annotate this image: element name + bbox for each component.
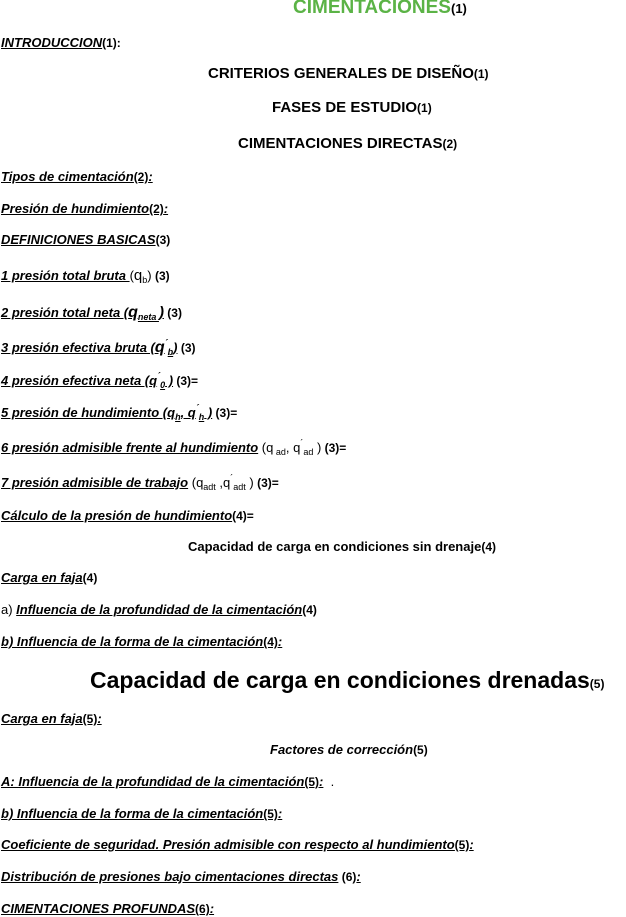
introduccion-text: INTRODUCCION [1, 35, 103, 50]
section-introduccion [1, 35, 121, 51]
distribucion-colon: : [356, 869, 361, 884]
def7-ref: (3)= [253, 476, 279, 490]
def7-sep: ,q [215, 475, 231, 490]
def3-q: q [154, 339, 165, 356]
def6-open: (q [258, 440, 274, 455]
directas-ref: (2) [442, 137, 458, 151]
fases-ref: (1) [417, 101, 432, 115]
def7-open: (q [188, 475, 204, 490]
heading-drenadas [90, 666, 604, 698]
criterios-text: CRITERIOS GENERALES DE DISEÑO [208, 65, 474, 82]
influencia-b2-text: b) Influencia de la forma de la cimentación [1, 806, 264, 821]
definition-3 [1, 340, 196, 356]
definition-7 [1, 475, 279, 491]
directas-text: CIMENTACIONES DIRECTAS [238, 135, 443, 152]
tipos-text: Tipos de cimentación [1, 169, 134, 184]
profundas-text: CIMENTACIONES PROFUNDAS [1, 901, 196, 916]
def5-sub: h [175, 412, 181, 422]
def6-sep: , q [285, 440, 301, 455]
item-influencia-b2 [1, 806, 282, 822]
influencia-b2-colon: : [277, 806, 283, 821]
item-influencia-b [1, 634, 282, 650]
def5-sep: , q [180, 405, 196, 420]
def1-text: 1 presión total bruta [1, 268, 130, 283]
factores-text: Factores de corrección [270, 742, 414, 757]
coeficiente-colon: : [469, 837, 474, 852]
influencia-b-text: b) Influencia de la forma de la cimentación [1, 634, 264, 649]
distribucion-text: Distribución de presiones bajo cimentaciones directas [1, 869, 339, 884]
drenadas-ref: (5) [589, 677, 605, 691]
profundas-ref: (6) [195, 902, 210, 916]
def4-close: ) [165, 373, 174, 388]
item-influencia-a [1, 602, 317, 618]
def6-sub: ad [273, 447, 286, 457]
influencia-A-tail: . [323, 774, 335, 789]
def3-close: ) [173, 340, 178, 355]
heading-sin-drenaje [188, 539, 496, 555]
title-ref: (1) [450, 1, 467, 16]
item-faja-2 [1, 711, 102, 727]
heading-factores [270, 742, 428, 758]
def4-sup: ´ [157, 371, 161, 381]
def7-text: 7 presión admisible de trabajo [1, 475, 189, 490]
definiciones-text: DEFINICIONES BASICAS [1, 232, 156, 247]
faja1-text: Carga en faja [1, 570, 83, 585]
def4-ref: (3)= [173, 374, 199, 388]
presion-hund-ref: (2) [149, 202, 164, 216]
calculo-text: Cálculo de la presión de hundimiento [1, 508, 233, 523]
def5-ref: (3)= [212, 406, 238, 420]
def1-open: ( [129, 268, 134, 283]
item-tipos [1, 169, 153, 185]
def2-q: q [128, 304, 138, 321]
def6-ref: (3)= [321, 441, 347, 455]
definition-4 [1, 373, 198, 389]
def3-sub: b [167, 347, 174, 357]
heading-fases [272, 98, 432, 118]
heading-directas [238, 134, 457, 154]
document-title [293, 0, 467, 20]
def4-q: q [149, 373, 158, 388]
influencia-A-ref: (5) [304, 775, 320, 789]
def7-sub: adt [203, 482, 216, 492]
definition-6 [1, 440, 346, 456]
faja2-text: Carga en faja [1, 711, 83, 726]
influencia-b-ref: (4) [263, 635, 278, 649]
def3-sup: ´ [164, 338, 168, 348]
faja2-colon: : [97, 711, 102, 726]
item-definiciones [1, 232, 170, 248]
coeficiente-ref: (5) [454, 838, 470, 852]
def4-sub: 0 [160, 380, 166, 390]
def5-text: 5 presión de hundimiento ( [1, 405, 168, 420]
influencia-a-text: Influencia de la profundidad de la cimentación [16, 602, 303, 617]
coeficiente-text: Coeficiente de seguridad. Presión admisible con respecto al hundimiento [1, 837, 455, 852]
presion-hund-colon: : [163, 201, 169, 216]
def5-sup: ´ [195, 403, 199, 413]
title-text: CIMENTACIONES [293, 0, 451, 18]
calculo-ref: (4)= [232, 509, 254, 523]
influencia-A-text: A: Influencia de la profundidad de la cimentación [1, 774, 305, 789]
def5-sub2: h [198, 412, 205, 422]
sin-drenaje-ref: (4) [481, 540, 496, 554]
faja1-ref: (4) [82, 571, 98, 585]
definiciones-ref: (3) [155, 233, 171, 247]
def5-q: q [167, 405, 176, 420]
def7-sup: ´ [230, 473, 234, 483]
influencia-a-ref: (4) [302, 603, 317, 617]
factores-ref: (5) [413, 743, 428, 757]
sin-drenaje-text: Capacidad de carga en condiciones sin drenaje [188, 539, 482, 554]
def7-sub2: adt [233, 482, 246, 492]
item-coeficiente [1, 837, 474, 853]
def2-text: 2 presión total neta ( [1, 305, 129, 320]
def7-close: ) [245, 475, 254, 490]
def1-sub: b [142, 275, 148, 285]
tipos-colon: : [148, 169, 153, 184]
def6-sub2: ad [303, 447, 314, 457]
item-calculo [1, 508, 254, 524]
fases-text: FASES DE ESTUDIO [272, 99, 418, 116]
profundas-colon: : [209, 901, 215, 916]
def1-close: ) [147, 268, 152, 283]
influencia-a-prefix: a) [1, 602, 17, 617]
presion-hund-text: Presión de hundimiento [1, 201, 150, 216]
definition-2 [1, 305, 182, 321]
def1-ref: (3) [151, 269, 170, 283]
influencia-b2-ref: (5) [263, 807, 278, 821]
influencia-b-colon: : [277, 634, 283, 649]
def2-sub: neta [137, 312, 159, 322]
def4-text: 4 presión efectiva neta ( [1, 373, 150, 388]
heading-criterios [208, 64, 489, 84]
criterios-ref: (1) [473, 67, 489, 81]
tipos-ref: (2) [133, 170, 149, 184]
def3-ref: (3) [177, 341, 196, 355]
def6-text: 6 presión admisible frente al hundimiento [1, 440, 259, 455]
definition-1 [1, 268, 170, 284]
influencia-A-colon: : [319, 774, 324, 789]
item-distribucion [1, 869, 361, 885]
def5-close: ) [204, 405, 213, 420]
def6-close: ) [313, 440, 322, 455]
def3-text: 3 presión efectiva bruta ( [1, 340, 155, 355]
def2-close: ) [158, 304, 164, 321]
item-influencia-A [1, 774, 334, 790]
item-presion-hundimiento [1, 201, 168, 217]
item-faja-1 [1, 570, 97, 586]
drenadas-text: Capacidad de carga en condiciones drenadas [90, 667, 590, 693]
definition-5 [1, 405, 237, 421]
def2-ref: (3) [163, 306, 182, 320]
faja2-ref: (5) [82, 712, 98, 726]
distribucion-ref: (6) [338, 870, 357, 884]
def6-sup: ´ [300, 438, 304, 448]
introduccion-ref: (1): [102, 36, 121, 50]
def1-q: q [133, 267, 143, 284]
